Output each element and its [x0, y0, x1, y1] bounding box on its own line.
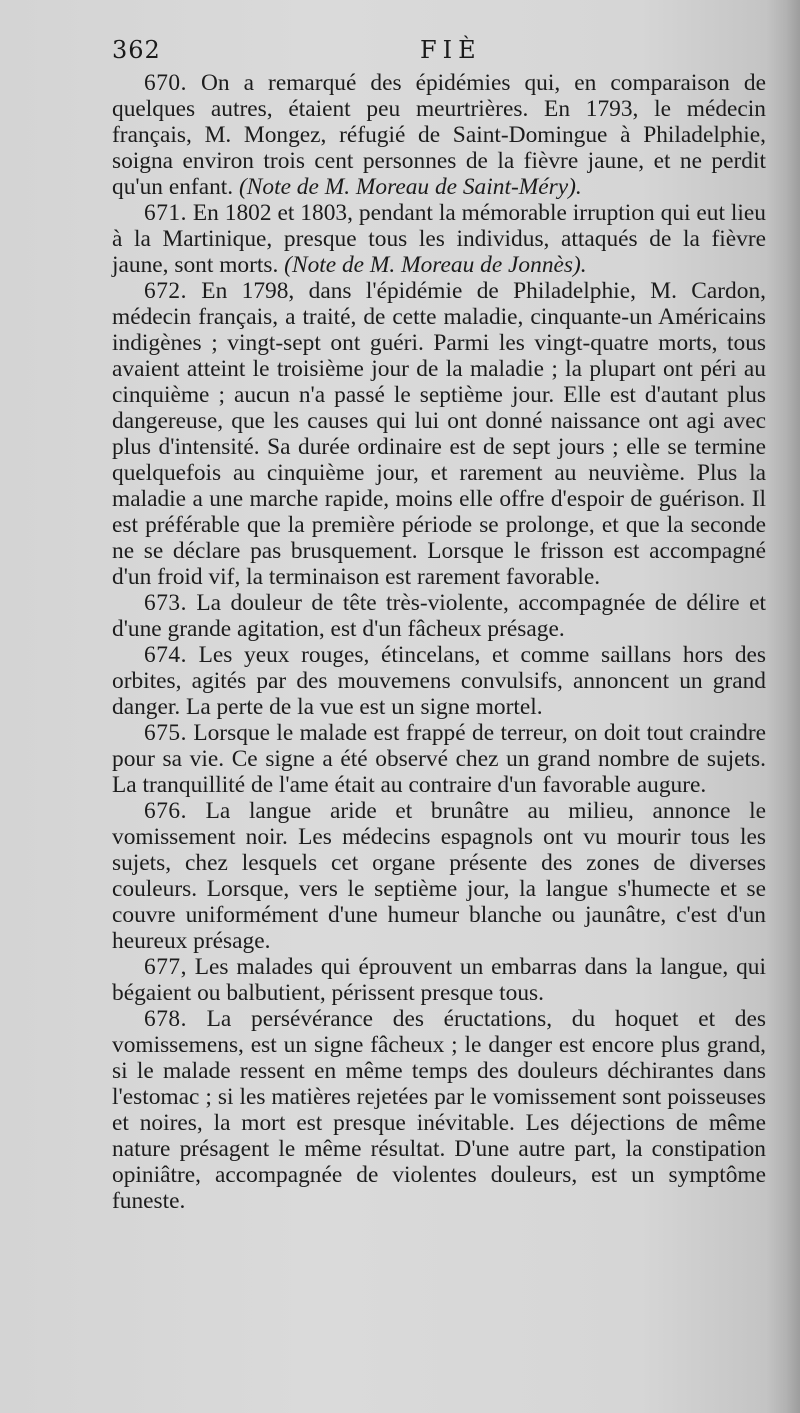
paragraph-670	[112, 70, 766, 200]
paragraph-number: 672.	[144, 278, 187, 304]
running-head: FIÈ	[420, 36, 482, 64]
paragraph-number: 673.	[144, 590, 187, 616]
paragraph-text: On a remarqué des épidémies qui, en comparaison de quelques autres, étaient peu meurtrières. En 1793, le médecin français, M. Mongez, réfugié de Saint-Domingue à Philadelphie, soigna environ trois cent personnes de la fièvre jaune, et ne perdit qu'un enfant.	[112, 70, 766, 200]
source-note: (Note de M. Moreau de Jonnès).	[284, 252, 587, 278]
paragraph-text: Les yeux rouges, étincelans, et comme saillans hors des orbites, agités par des mouvemens convulsifs, annoncent un grand danger. La perte de la vue est un signe mortel.	[112, 642, 766, 720]
paragraph-675	[112, 720, 766, 798]
paragraph-678	[112, 1006, 766, 1214]
page-number: 362	[112, 36, 161, 64]
paragraph-674	[112, 642, 766, 720]
paragraph-number: 676.	[144, 798, 187, 824]
paragraph-text: Lorsque le malade est frappé de terreur, on doit tout craindre pour sa vie. Ce signe a été observé chez un grand nombre de sujets. La tranquillité de l'ame était au contraire d'un favorable augure.	[112, 720, 766, 798]
paragraph-number: 678.	[144, 1006, 187, 1032]
body-text	[112, 70, 766, 1214]
paragraph-number: 677,	[144, 954, 187, 980]
paragraph-673	[112, 590, 766, 642]
paragraph-677	[112, 954, 766, 1006]
paragraph-number: 670.	[144, 70, 187, 96]
paragraph-671	[112, 200, 766, 278]
paragraph-672	[112, 278, 766, 590]
paragraph-number: 671.	[144, 200, 187, 226]
paragraph-number: 675.	[144, 720, 187, 746]
paragraph-text: La langue aride et brunâtre au milieu, annonce le vomissement noir. Les médecins espagnols ont vu mourir tous les sujets, chez lesquels cet organe présente des zones de diverses couleurs. Lorsque, vers le septième jour, la langue s'humecte et se couvre uniformément d'une humeur blanche ou jaunâtre, c'est d'un heureux présage.	[112, 798, 766, 954]
paragraph-text: La douleur de tête très-violente, accompagnée de délire et d'une grande agitation, est d'un fâcheux présage.	[112, 590, 766, 642]
paragraph-text: En 1798, dans l'épidémie de Philadelphie, M. Cardon, médecin français, a traité, de cette maladie, cinquante-un Américains indigènes ; vingt-sept ont guéri. Parmi les vingt-quatre morts, tous avaient atteint le troisième jour de la maladie ; la plupart ont péri au cinquième ; aucun n'a passé le septième jour. Elle est d'autant plus dangereuse, que les causes qui lui ont donné naissance ont agi avec plus d'intensité. Sa durée ordinaire est de sept jours ; elle se termine quelquefois au cinquième jour, et rarement au neuvième. Plus la maladie a une marche rapide, moins elle offre d'espoir de guérison. Il est préférable que la première période se prolonge, et que la seconde ne se déclare pas brusquement. Lorsque le frisson est accompagné d'un froid vif, la terminaison est rarement favorable.	[112, 278, 766, 590]
paragraph-text: En 1802 et 1803, pendant la mémorable irruption qui eut lieu à la Martinique, presque tous les individus, attaqués de la fièvre jaune, sont morts.	[112, 200, 766, 278]
page-header	[112, 32, 762, 68]
paragraph-676	[112, 798, 766, 954]
paragraph-text: Les malades qui éprouvent un embarras dans la langue, qui bégaient ou balbutient, périssent presque tous.	[112, 954, 766, 1006]
source-note: (Note de M. Moreau de Saint-Méry).	[238, 174, 582, 200]
paragraph-text: La persévérance des éructations, du hoquet et des vomissemens, est un signe fâcheux ; le danger est encore plus grand, si le malade ressent en même temps des douleurs déchirantes dans l'estomac ; si les matières rejetées par le vomissement sont poisseuses et noires, la mort est presque inévitable. Les déjections de même nature présagent le même résultat. D'une autre part, la constipation opiniâtre, accompagnée de violentes douleurs, est un symptôme funeste.	[112, 1006, 766, 1214]
paragraph-number: 674.	[144, 642, 187, 668]
